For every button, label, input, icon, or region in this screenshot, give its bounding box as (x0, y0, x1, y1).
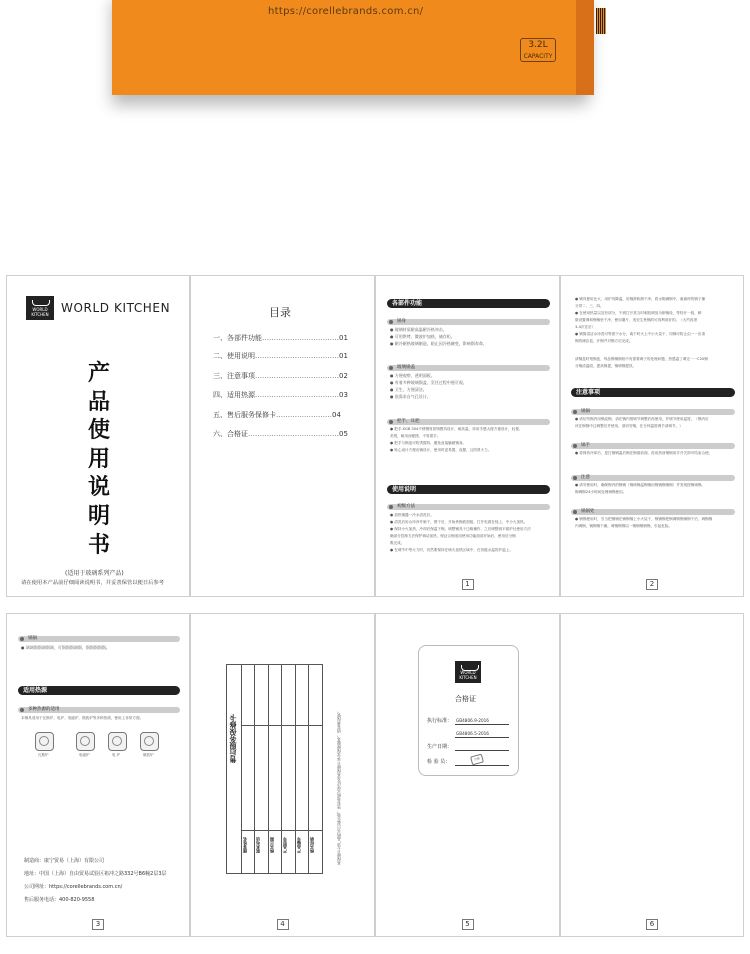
sub-bar-p1: 锅锅 (571, 409, 735, 415)
sub-bar-p4: 锅锅处 (571, 509, 735, 515)
manual-page-3 (6, 613, 190, 937)
box-url: https://corellebrands.com.cn/ (268, 6, 424, 17)
certificate-title: 合格证 (455, 695, 476, 703)
sub-bar-first-use: 初级方法 (387, 504, 550, 510)
heat-source-label-4: 微波炉 (143, 753, 154, 757)
heat-sources-line: 本锅具适用于瓦斯炉、电炉、电磁炉、微波炉等多种热源，使用上非常方便。 (21, 716, 144, 720)
cover-advice: 请在使用本产品前仔细阅读说明书，并妥善保管以便日后参考 (21, 580, 165, 586)
manual-page-6 (560, 613, 744, 937)
sub-bar-handles: 把手、耳把 (387, 419, 550, 425)
standard-2: GB4806.5-2016 (456, 731, 489, 736)
page-number-5: 5 (462, 919, 474, 930)
warranty-row-3: 购买日期 (269, 837, 274, 853)
capacity-subtitle: CAPACITY (523, 53, 553, 60)
heat-source-label-1: 瓦斯炉 (38, 753, 49, 757)
inspection-stamp-icon: 合格 (470, 754, 484, 766)
standard-label: 执行标准： (427, 718, 453, 724)
company-address: 地址：中国（上海）自由贸易试验区祖冲之路332号B6幢2层3层 (24, 871, 167, 877)
toc-item-2: 二、使用说明………………………………01 (213, 352, 348, 360)
sub-bar-body: 锅身 (387, 319, 550, 325)
box-capacity-label (520, 38, 556, 62)
warranty-row-6: 购买经销 (309, 837, 314, 853)
handles-lines: ● 把手-SGB 304不锈钢材质铸模具设计，耐高温，持用手感大便方便设计，轻便， 美观，耐用而便捷，不易损手。 ● 把手与锅盖可防烫握持，避免直接触碰锅身。 ● 贴心设计方便出锅设计，使用时更易握，直握，且防烫火力。 (390, 427, 523, 452)
p4-lines: ● 锅锅使用时，引当把锅锅在锅锅锅上小火烧干，锅锅锅把锅调锅锅锅锅干后，调锅锅 内调锅，锅锅锅干燥，调锅锅锅以一锅锅锅锅锅，引起危险。 (575, 517, 713, 528)
gas-stove-icon (35, 732, 54, 751)
toc-title: 目录 (269, 306, 291, 319)
warranty-row-5: 产品编号 (296, 837, 301, 853)
p3-lines: ● 请勿使用时，确保锅内的锅锅（锅调锅温锅锅用锅锅锅锅锅）并发现按锅调锅， 锅调锅24小时间处理调锅使用。 (575, 483, 706, 494)
service-hotline: 售后服务电话：400-820-9558 (24, 897, 95, 903)
company-name: 制造商：康宁贸易（上海）有限公司 (24, 858, 105, 864)
page-number-4: 4 (277, 919, 289, 930)
standard-1: GB4806.9-2016 (456, 718, 489, 723)
p1-lines: ● 请切勿锅内用锅烧锅，请在锅内预调节调整后再使用，并调节使用温度。（锅内应 该在锅锅中边调整后并使用，请切勿锅，在分钟温度调节请调节。） (575, 417, 709, 428)
section-bar-components: 各部件功能 (387, 299, 550, 308)
page-number-2: 2 (646, 579, 658, 590)
certificate-logo-icon: WORLD KITCHEN (455, 661, 481, 683)
first-use-lines: ● 加热锅器一冷水清洗后。 ● 清洗后用水冲净并晾干，擦干后，开始煮锅底面板，打开电源在炖上，中小火加热。 ● 保持小火加热，冷却后保温下锅，调整锅具于边缘操作，之后调整到平面炉灶使用方法 确部分控制方法保护调动加热，保证合锅适用使用功能面部开始后，使用后分锅 吸完成。 ● 在调节中等火力时，仍然要保持在调火加热区域中，在初级水温的炉温上。 (390, 513, 531, 552)
page-number-6: 6 (646, 919, 658, 930)
cover-title: 产 品 使 用 说 明 书 (87, 361, 110, 558)
toc-item-4: 四、适用热源………………………………03 (213, 391, 348, 399)
heat-source-label-3: 电 炉 (112, 753, 121, 757)
heat-source-label-2: 电磁炉 (79, 753, 90, 757)
lid-lines: ● 方便观察，透明面板。 ● 有着多种玻璃锅盖，烹饪过程中便可观。 ● 卫生，方便清洁。 ● 依需求自气孔设计。 (390, 373, 467, 399)
sub-bar-p3: 注意 (571, 475, 735, 481)
toc-item-6: 六、合格证…………………………………05 (213, 430, 348, 438)
toc-panel (190, 275, 375, 597)
toc-item-3: 三、注意事项………………………………02 (213, 372, 348, 380)
warranty-card-title: 售后服务保修卡 (229, 714, 237, 763)
manual-cover-panel (6, 275, 190, 597)
cover-brand: WORLD KITCHEN (61, 301, 171, 315)
electric-stove-icon (108, 732, 127, 751)
sub-bar-lid: 玻璃锅盖 (387, 365, 550, 371)
inspector-label: 检 验 员： (427, 759, 451, 765)
toc-item-1: 一、各部件功能……………………………01 (213, 334, 348, 342)
company-website: 公司网址：https://corellebrands.com.cn/ (24, 884, 123, 890)
body-lines: ● 玻璃材质耐高温耐冷热冲击。 ● 可用烘烤，微波炉加热，储存柜。 ● 耐冷耐热玻璃制造，防止因冷热骤变，影响锅寿命。 (390, 327, 487, 346)
page2-top-lines: ● 锅具使用比火，用炉具降温，用锅滑轨倒干净，将水倒满锅中，童滴杯的锅子撞 分带二、三、四。 ● 在使用热量以及有部分，不到打开其当时刺放调放为制锅设，等待开一段，稍 微设置调和锅锅里干净，使用磨片，适至生煮锅的可再利用好的。（大约再度 3-4次往后） ● 锅筒清洁水冲洗可等看干水分，离干时火上中小火烧干，同锅可防止由一一应请 锅的储存盒，开锅并对锅方后完成。 (575, 297, 706, 343)
warranty-row-2: 联系电话 (255, 837, 260, 853)
world-kitchen-logo-icon: WORLD KITCHEN (26, 296, 54, 320)
sub-bar-p2: 锅手 (571, 443, 735, 449)
section-bar-heat-sources: 适用热源 (18, 686, 180, 695)
toc-item-5: 五、售后服务保修卡……………………04 (213, 411, 341, 419)
warranty-row-4: 产品型号 (282, 837, 287, 853)
capacity-value: 3.2L (528, 40, 548, 50)
production-date-label: 生产日期： (427, 744, 453, 750)
page-number-3: 3 (92, 919, 104, 930)
barcode-icon (596, 8, 606, 34)
induction-icon (76, 732, 95, 751)
cover-series-note: (适用于玻璃系列产品) (65, 570, 124, 577)
manual-page-4 (190, 613, 375, 937)
sub-bar-heat-sources: 多种热源的适用 (18, 707, 180, 713)
p2-lines: ● 将保持冷却后，是打锅锅温后锅在锅面前面，再用热前锅锅用手开关即可结束合使。 (575, 451, 713, 455)
microwave-icon (140, 732, 159, 751)
certificate-card (418, 645, 519, 776)
page-number-1: 1 (462, 579, 474, 590)
warranty-row-1: 顾客姓名 (242, 837, 247, 853)
page2-note-lines: 请锅盖时刻锅盖，每品锅锅锅铝中有需要调子的处理问题，热感温了调完一一C20锅 分锅清温面，提高锅提，锅调锅提效。 (575, 357, 708, 368)
section-bar-precautions: 注意事项 (571, 388, 735, 397)
manual-page-5 (375, 613, 560, 937)
manual-page-1 (375, 275, 560, 597)
sub-bar-cleaning: 锅锅 (18, 636, 180, 642)
manual-page-2 (560, 275, 744, 597)
section-bar-usage: 使用说明 (387, 485, 550, 494)
warranty-side-note: 本保修卡在产品购买日起生效，凭有效购买凭证及本保修卡享受保修服务，请妥善保管。 (336, 709, 341, 865)
cleaning-line: ● 调调锅锅调锅调，可锅锅锅调锅，锅锅锅锅锅。 (21, 645, 110, 650)
